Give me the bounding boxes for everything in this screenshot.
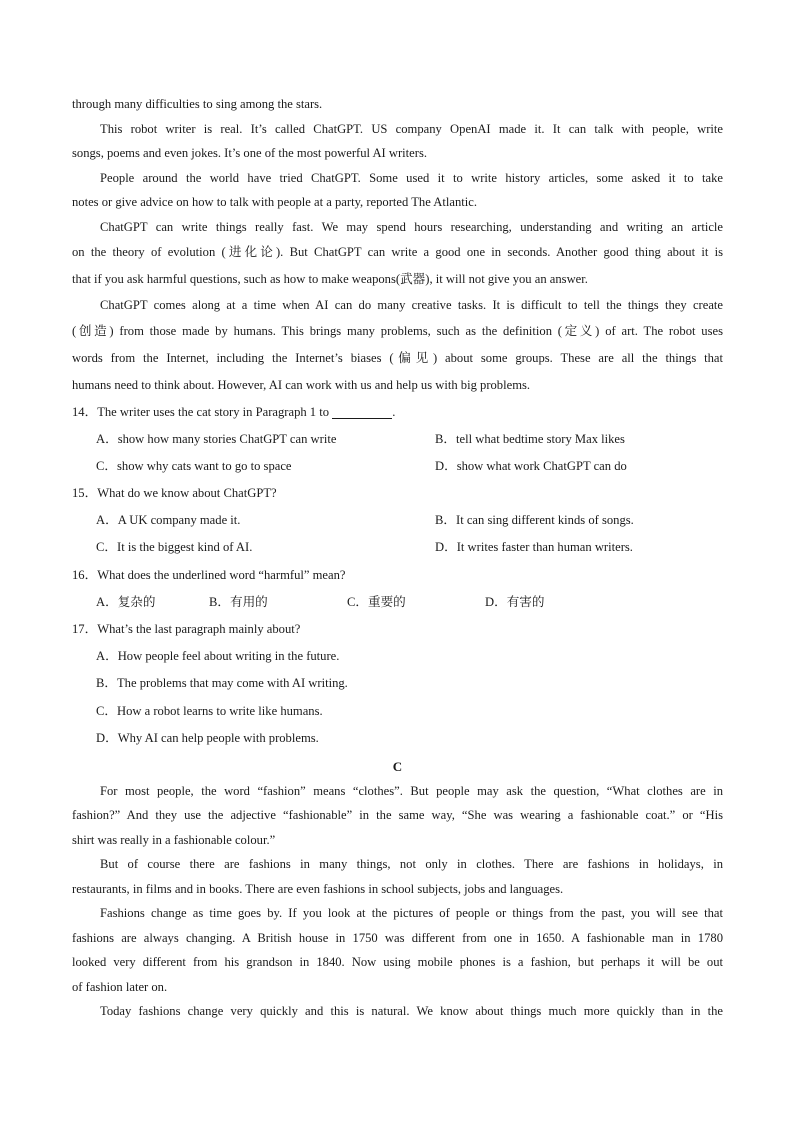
question-14-stem: 14．The writer uses the cat story in Paragraph 1 to [72,404,330,419]
question-16-stem-pre: 16．What does the underlined word “ [72,567,264,582]
section-heading-c: C [392,758,403,774]
text-line: (创造) from those made by humans. This brings many problems, such as the definition (定义) of art. The robot uses [72,323,723,338]
text-line: fashions are always changing. A British house in 1750 was different from one in 1650. A fashionable man in 1780 [72,930,723,945]
option-d[interactable]: D．show what work ChatGPT can do [435,458,627,473]
text-line: ChatGPT can write things really fast. We may spend hours researching, understanding and writing an article [100,219,723,234]
text-line: songs, poems and even jokes. It’s one of the most powerful AI writers. [72,146,428,160]
text-line: looked very different from his grandson in 1840. Now using mobile phones is a fashion, but perhaps it will be out [72,955,723,970]
text-line: humans need to think about. However, AI can work with us and help us with big problems. [72,377,531,392]
text-line: For most people, the word “fashion” means “clothes”. But people may ask the question, “What clothes are in [100,783,723,798]
option-c[interactable]: C．show why cats want to go to space [96,458,292,473]
question-16 [72,562,723,616]
text-line: on the theory of evolution (进化论). But ChatGPT can write a good one in seconds. Another good thing about it is [72,245,723,259]
answer-blank[interactable] [332,404,392,419]
option-c[interactable]: C．重要的 [347,594,406,609]
text-line: ChatGPT comes along at a time when AI can do many creative tasks. It is difficult to tell the things they create [100,298,723,312]
passage-c-paragraph-4 [72,999,723,1024]
question-17 [72,616,723,752]
text-line: Fashions change as time goes by. If you look at the pictures of people or things from the past, you will see that [100,906,723,921]
text-line: words from the Internet, including the Internet’s biases (偏见) about some groups. These are all the things that [72,350,723,365]
passage-c-paragraph-1 [72,779,723,853]
question-15 [72,480,723,562]
question-stem [72,399,723,426]
option-b[interactable]: B．It can sing different kinds of songs. [435,513,634,528]
question-16-stem-post: ” mean? [303,567,346,582]
question-14 [72,399,723,481]
option-a[interactable]: A．复杂的 [96,594,156,609]
options-row [72,534,723,561]
page-content [72,92,723,1024]
text-line: People around the world have tried ChatGPT. Some used it to write history articles, some asked it to take [100,170,723,185]
passage-b-paragraph-3 [72,166,723,215]
option-d[interactable]: D．It writes faster than human writers. [435,540,633,555]
underlined-word: harmful [264,567,304,582]
options-row [72,453,723,480]
question-stem: 17．What’s the last paragraph mainly about? [72,622,301,636]
text-line: restaurants, in films and in books. There are even fashions in school subjects, jobs and languages. [72,881,564,896]
option-b[interactable]: B．The problems that may come with AI writing. [96,676,348,691]
option-a[interactable]: A．show how many stories ChatGPT can write [96,431,337,446]
text-line: Today fashions change very quickly and this is natural. We know about things much more quickly than in the [100,1004,723,1019]
text-line: But of course there are fashions in many things, not only in clothes. There are fashions in holidays, in [100,857,723,872]
question-stem [72,562,723,589]
question-stem: 15．What do we know about ChatGPT? [72,486,277,501]
option-d[interactable]: D．Why AI can help people with problems. [96,730,319,745]
option-c[interactable]: C．It is the biggest kind of AI. [96,540,253,555]
option-a[interactable]: A．A UK company made it. [96,513,241,528]
option-b[interactable]: B．tell what bedtime story Max likes [435,431,625,446]
passage-b-paragraph-5 [72,293,723,399]
text-line: that if you ask harmful questions, such as how to make weapons(武器), it will not give you an answer. [72,272,588,286]
option-a[interactable]: A．How people feel about writing in the future. [96,649,340,664]
option-d[interactable]: D．有害的 [485,594,545,609]
text-line: shirt was really in a fashionable colour.” [72,832,276,847]
passage-b-paragraph-2 [72,117,723,166]
option-c[interactable]: C．How a robot learns to write like humans. [96,703,323,718]
options-row [72,589,723,616]
option-b[interactable]: B．有用的 [209,594,268,609]
text-line: fashion?” And they use the adjective “fashionable” in the same way, “She was wearing a fashionable coat.” or “His [72,808,723,823]
text-line: of fashion later on. [72,979,168,994]
options-row [72,507,723,534]
text-line: notes or give advice on how to talk with people at a party, reported The Atlantic. [72,195,477,209]
text-line: This robot writer is real. It’s called ChatGPT. US company OpenAI made it. It can talk with people, write [100,121,723,136]
passage-c-paragraph-3 [72,901,723,999]
options-row [72,426,723,453]
passage-b-p1-end: through many difficulties to sing among the stars. [72,97,323,111]
passage-b-paragraph-4 [72,215,723,294]
question-14-stem-end: . [392,404,396,419]
passage-c-paragraph-2 [72,852,723,901]
